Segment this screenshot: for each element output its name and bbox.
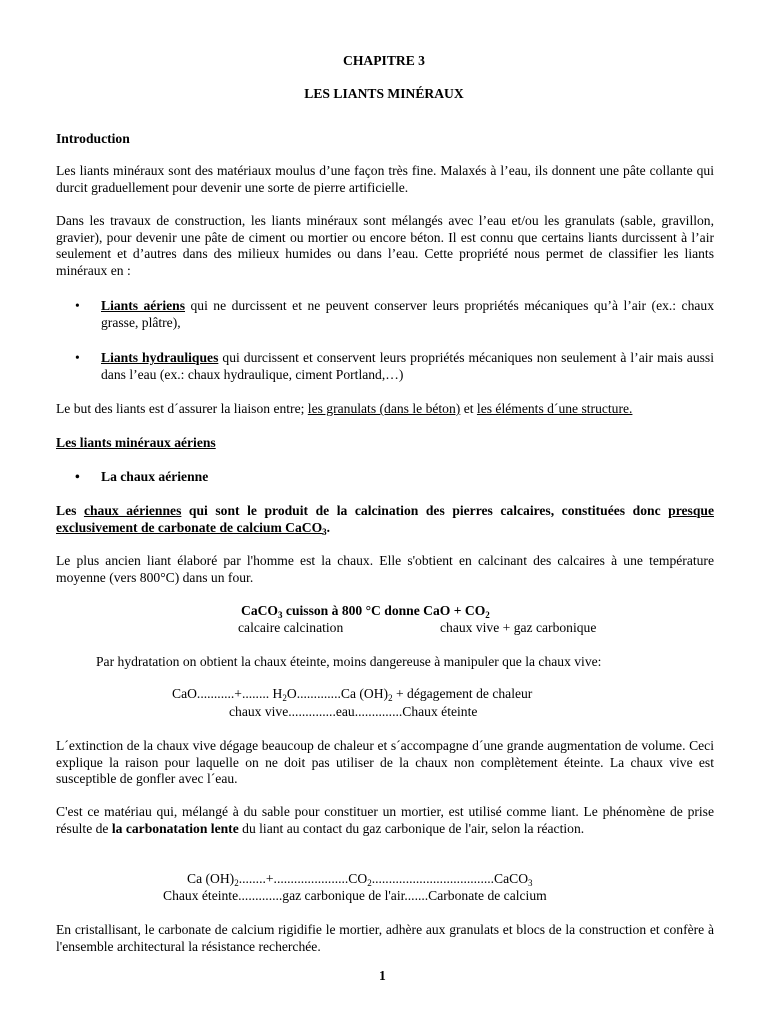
link-elements: les éléments d´une structure. — [476, 401, 633, 416]
subscript: 3 — [322, 526, 327, 537]
text: du liant au contact du gaz carbonique de l'air, selon la réaction. — [238, 820, 585, 836]
text: et — [460, 401, 477, 416]
paragraph-extinction: L´extinction de la chaux vive dégage beaucoup de chaleur et s´accompagne d´une grande augmentation de volume. Ceci explique la raison pour laquelle on ne doit pas utiliser de la chaux non complètement éteinte. La chaux vive est susceptible de gonfler avec l´eau. — [56, 738, 714, 786]
equation-hydratation — [172, 686, 532, 703]
section-heading: Les liants minéraux aériens — [56, 435, 216, 450]
paragraph-classification: Dans les travaux de construction, les liants minéraux sont mélangés avec l’eau et/ou les granulats (sable, gravillon, gravier), pour devenir une pâte de ciment ou mortier ou encore béton. Il est connu que certains liants durcissent à l’air seulement et d’autres dans des milieux humides ou dans l’eau. Cette propriété nous permet de classifier les liants minéraux en : — [56, 213, 714, 278]
bullet-liants-aeriens — [101, 298, 714, 331]
text: ....................................CaCO — [371, 871, 529, 886]
text: Ca (OH) — [187, 871, 235, 886]
text: Les — [56, 503, 84, 518]
paragraph-chaux-aeriennes — [56, 503, 714, 536]
subscript: 2 — [388, 693, 393, 703]
text: C'est ce matériau qui, mélangé à du sable pour constituer un mortier, est utilisé comme liant. Le phénomène de prise résulte de — [56, 804, 714, 836]
paragraph-mortier — [56, 804, 714, 837]
text: qui sont le produit de la calcination des pierres calcaires, constituées donc — [181, 503, 669, 518]
page-title: LES LIANTS MINÉRAUX — [304, 86, 464, 101]
page-number: 1 — [379, 968, 386, 983]
bullet-dot: • — [75, 298, 80, 313]
text: cuisson à 800 °C donne CaO + CO — [282, 603, 486, 618]
subscript: 2 — [367, 878, 372, 888]
paragraph-but — [56, 401, 714, 418]
bullet-text: qui durcissent et conservent leurs propriétés mécaniques non seulement à l’air mais aussi dans l’eau (ex.: chaux hydraulique, ciment Portland,…) — [101, 350, 714, 382]
bullet-liants-hydrauliques — [101, 350, 714, 383]
link-granulats: les granulats (dans le béton) — [307, 401, 461, 416]
equation-carbonatation — [187, 871, 533, 888]
paragraph-cristallisant: En cristallisant, le carbonate de calcium rigidifie le mortier, adhère aux granulats et blocs de la construction et confère à l'ensemble architectural la résistance recherchée. — [56, 922, 714, 954]
subscript: 3 — [528, 878, 533, 888]
text: . — [326, 519, 331, 535]
subscript: 2 — [485, 610, 490, 620]
term-carbonatation: la carbonatation lente — [111, 820, 239, 836]
paragraph-hydratation: Par hydratation on obtient la chaux éteinte, moins dangereuse à manipuler que la chaux vive: — [96, 654, 602, 669]
text: ........+......................CO — [238, 871, 368, 886]
bullet-dot: • — [75, 350, 80, 365]
equation-calcination — [241, 603, 490, 620]
subscript: 2 — [282, 693, 287, 703]
subscript: 2 — [234, 878, 239, 888]
bullet-text: qui ne durcissent et ne peuvent conserver leurs propriétés mécaniques qu’à l’air (ex.: chaux grasse, plâtre), — [101, 298, 714, 330]
paragraph-intro: Les liants minéraux sont des matériaux moulus d’une façon très fine. Malaxés à l’eau, ils donnent une pâte collante qui durcit graduellement pour devenir une sorte de pierre artificielle. — [56, 163, 714, 195]
text: presque exclusivement de carbonate de calcium CaCO — [56, 503, 714, 535]
term-chaux-aeriennes: chaux aériennes — [83, 503, 182, 518]
text: O.............Ca (OH) — [286, 686, 389, 701]
chapter-label: CHAPITRE 3 — [343, 53, 425, 68]
equation-carbonatation-labels: Chaux éteinte.............gaz carbonique de l'air.......Carbonate de calcium — [163, 888, 547, 903]
intro-heading: Introduction — [56, 131, 130, 146]
text: CaCO — [241, 603, 279, 618]
equation-label-left: calcaire calcination — [238, 620, 344, 635]
sub-bullet-chaux: La chaux aérienne — [101, 469, 209, 484]
text: CaO...........+........ H — [172, 686, 283, 701]
equation-label-right: chaux vive + gaz carbonique — [440, 620, 597, 635]
term-liants-hydrauliques: Liants hydrauliques — [101, 350, 219, 365]
term-liants-aeriens: Liants aériens — [101, 298, 186, 313]
text: + dégagement de chaleur — [392, 686, 533, 701]
subscript: 3 — [278, 610, 283, 620]
paragraph-ancien-liant: Le plus ancien liant élaboré par l'homme est la chaux. Elle s'obtient en calcinant des calcaires à une température moyenne (vers 800°C) dans un four. — [56, 553, 714, 585]
text: Le but des liants est d´assurer la liaison entre; — [56, 401, 308, 416]
equation-hydratation-labels: chaux vive..............eau..............Chaux éteinte — [229, 704, 478, 719]
bullet-dot: • — [75, 469, 80, 484]
